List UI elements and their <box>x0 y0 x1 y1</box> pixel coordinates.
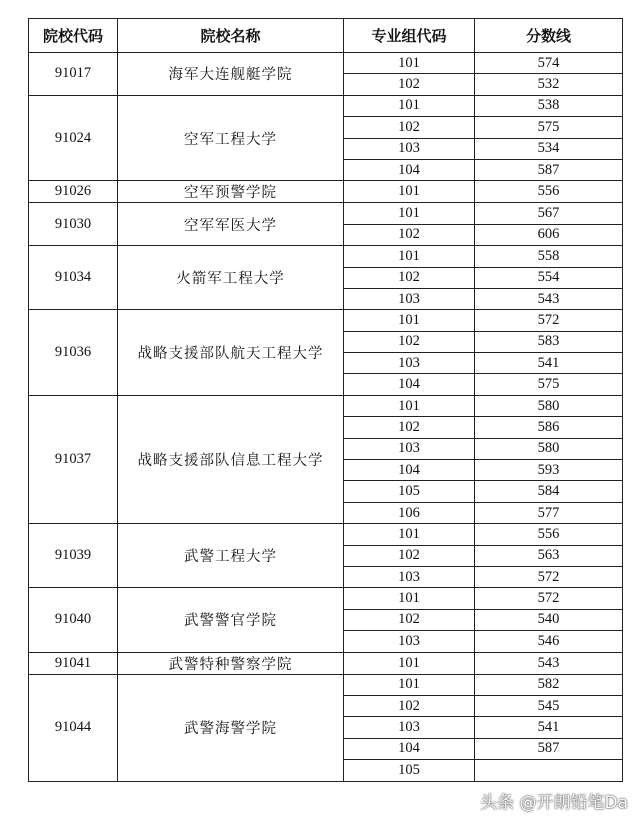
group-code-cell: 101 <box>344 53 475 74</box>
group-code-cell: 102 <box>344 695 475 716</box>
score-cell: 543 <box>475 652 623 674</box>
score-cell: 574 <box>475 53 623 74</box>
score-cell: 541 <box>475 717 623 738</box>
score-cell: 582 <box>475 674 623 695</box>
score-cell: 575 <box>475 374 623 395</box>
group-code-cell: 101 <box>344 652 475 674</box>
score-cell: 593 <box>475 460 623 481</box>
table-row <box>29 674 623 695</box>
group-code-cell: 102 <box>344 267 475 288</box>
group-code-cell: 104 <box>344 460 475 481</box>
score-cell: 543 <box>475 288 623 309</box>
header-score: 分数线 <box>475 19 623 53</box>
score-cell: 532 <box>475 74 623 95</box>
group-code-cell: 101 <box>344 203 475 224</box>
group-code-cell: 104 <box>344 738 475 759</box>
header-school-name: 院校名称 <box>118 19 344 53</box>
score-cell: 541 <box>475 353 623 374</box>
score-cell: 587 <box>475 738 623 759</box>
score-cell: 587 <box>475 159 623 180</box>
score-cell: 580 <box>475 395 623 416</box>
score-cell: 558 <box>475 246 623 267</box>
table-row <box>29 652 623 674</box>
group-code-cell: 104 <box>344 374 475 395</box>
school-code-cell: 91040 <box>29 588 118 652</box>
score-cell <box>475 760 623 781</box>
table-row <box>29 395 623 416</box>
score-cell: 575 <box>475 117 623 138</box>
cutoff-score-table <box>28 18 623 782</box>
group-code-cell: 102 <box>344 74 475 95</box>
group-code-cell: 101 <box>344 310 475 331</box>
table-row <box>29 53 623 74</box>
score-cell: 572 <box>475 566 623 587</box>
group-code-cell: 103 <box>344 288 475 309</box>
school-code-cell: 91026 <box>29 181 118 203</box>
group-code-cell: 104 <box>344 159 475 180</box>
group-code-cell: 101 <box>344 588 475 609</box>
table-row <box>29 524 623 545</box>
header-school-code: 院校代码 <box>29 19 118 53</box>
group-code-cell: 101 <box>344 524 475 545</box>
school-code-cell: 91037 <box>29 395 118 523</box>
group-code-cell: 105 <box>344 481 475 502</box>
table-header-row <box>29 19 623 53</box>
table-row <box>29 246 623 267</box>
table-body <box>29 53 623 782</box>
table-row <box>29 203 623 224</box>
group-code-cell: 102 <box>344 609 475 630</box>
school-code-cell: 91024 <box>29 95 118 181</box>
score-cell: 577 <box>475 502 623 523</box>
table-row <box>29 181 623 203</box>
table-row <box>29 310 623 331</box>
score-cell: 586 <box>475 417 623 438</box>
table-row <box>29 95 623 116</box>
group-code-cell: 103 <box>344 438 475 459</box>
school-code-cell: 91036 <box>29 310 118 396</box>
score-cell: 572 <box>475 310 623 331</box>
school-code-cell: 91034 <box>29 246 118 310</box>
school-name-cell: 空军军医大学 <box>118 203 344 246</box>
group-code-cell: 101 <box>344 395 475 416</box>
score-cell: 572 <box>475 588 623 609</box>
group-code-cell: 102 <box>344 331 475 352</box>
group-code-cell: 103 <box>344 138 475 159</box>
score-cell: 556 <box>475 524 623 545</box>
score-cell: 606 <box>475 224 623 245</box>
score-cell: 567 <box>475 203 623 224</box>
score-cell: 563 <box>475 545 623 566</box>
watermark: 头条 @开朗铅笔Da <box>480 793 628 813</box>
score-cell: 538 <box>475 95 623 116</box>
group-code-cell: 101 <box>344 246 475 267</box>
school-code-cell: 91017 <box>29 53 118 96</box>
school-name-cell: 武警警官学院 <box>118 588 344 652</box>
school-code-cell: 91041 <box>29 652 118 674</box>
group-code-cell: 103 <box>344 717 475 738</box>
school-name-cell: 空军预警学院 <box>118 181 344 203</box>
group-code-cell: 101 <box>344 674 475 695</box>
header-group-code: 专业组代码 <box>344 19 475 53</box>
score-cell: 556 <box>475 181 623 203</box>
group-code-cell: 101 <box>344 95 475 116</box>
score-cell: 583 <box>475 331 623 352</box>
score-cell: 540 <box>475 609 623 630</box>
group-code-cell: 106 <box>344 502 475 523</box>
score-cell: 545 <box>475 695 623 716</box>
score-cell: 580 <box>475 438 623 459</box>
score-cell: 554 <box>475 267 623 288</box>
school-code-cell: 91044 <box>29 674 118 781</box>
score-cell: 584 <box>475 481 623 502</box>
school-name-cell: 武警特种警察学院 <box>118 652 344 674</box>
table-row <box>29 588 623 609</box>
school-code-cell: 91030 <box>29 203 118 246</box>
group-code-cell: 102 <box>344 224 475 245</box>
school-name-cell: 武警工程大学 <box>118 524 344 588</box>
group-code-cell: 102 <box>344 545 475 566</box>
group-code-cell: 102 <box>344 117 475 138</box>
school-name-cell: 火箭军工程大学 <box>118 246 344 310</box>
group-code-cell: 102 <box>344 417 475 438</box>
group-code-cell: 103 <box>344 566 475 587</box>
group-code-cell: 101 <box>344 181 475 203</box>
cutoff-score-table-container <box>28 18 622 807</box>
score-cell: 534 <box>475 138 623 159</box>
school-name-cell: 武警海警学院 <box>118 674 344 781</box>
school-name-cell: 空军工程大学 <box>118 95 344 181</box>
score-cell: 546 <box>475 631 623 652</box>
school-name-cell: 战略支援部队信息工程大学 <box>118 395 344 523</box>
group-code-cell: 103 <box>344 631 475 652</box>
school-name-cell: 战略支援部队航天工程大学 <box>118 310 344 396</box>
school-code-cell: 91039 <box>29 524 118 588</box>
school-name-cell: 海军大连舰艇学院 <box>118 53 344 96</box>
group-code-cell: 103 <box>344 353 475 374</box>
group-code-cell: 105 <box>344 760 475 781</box>
